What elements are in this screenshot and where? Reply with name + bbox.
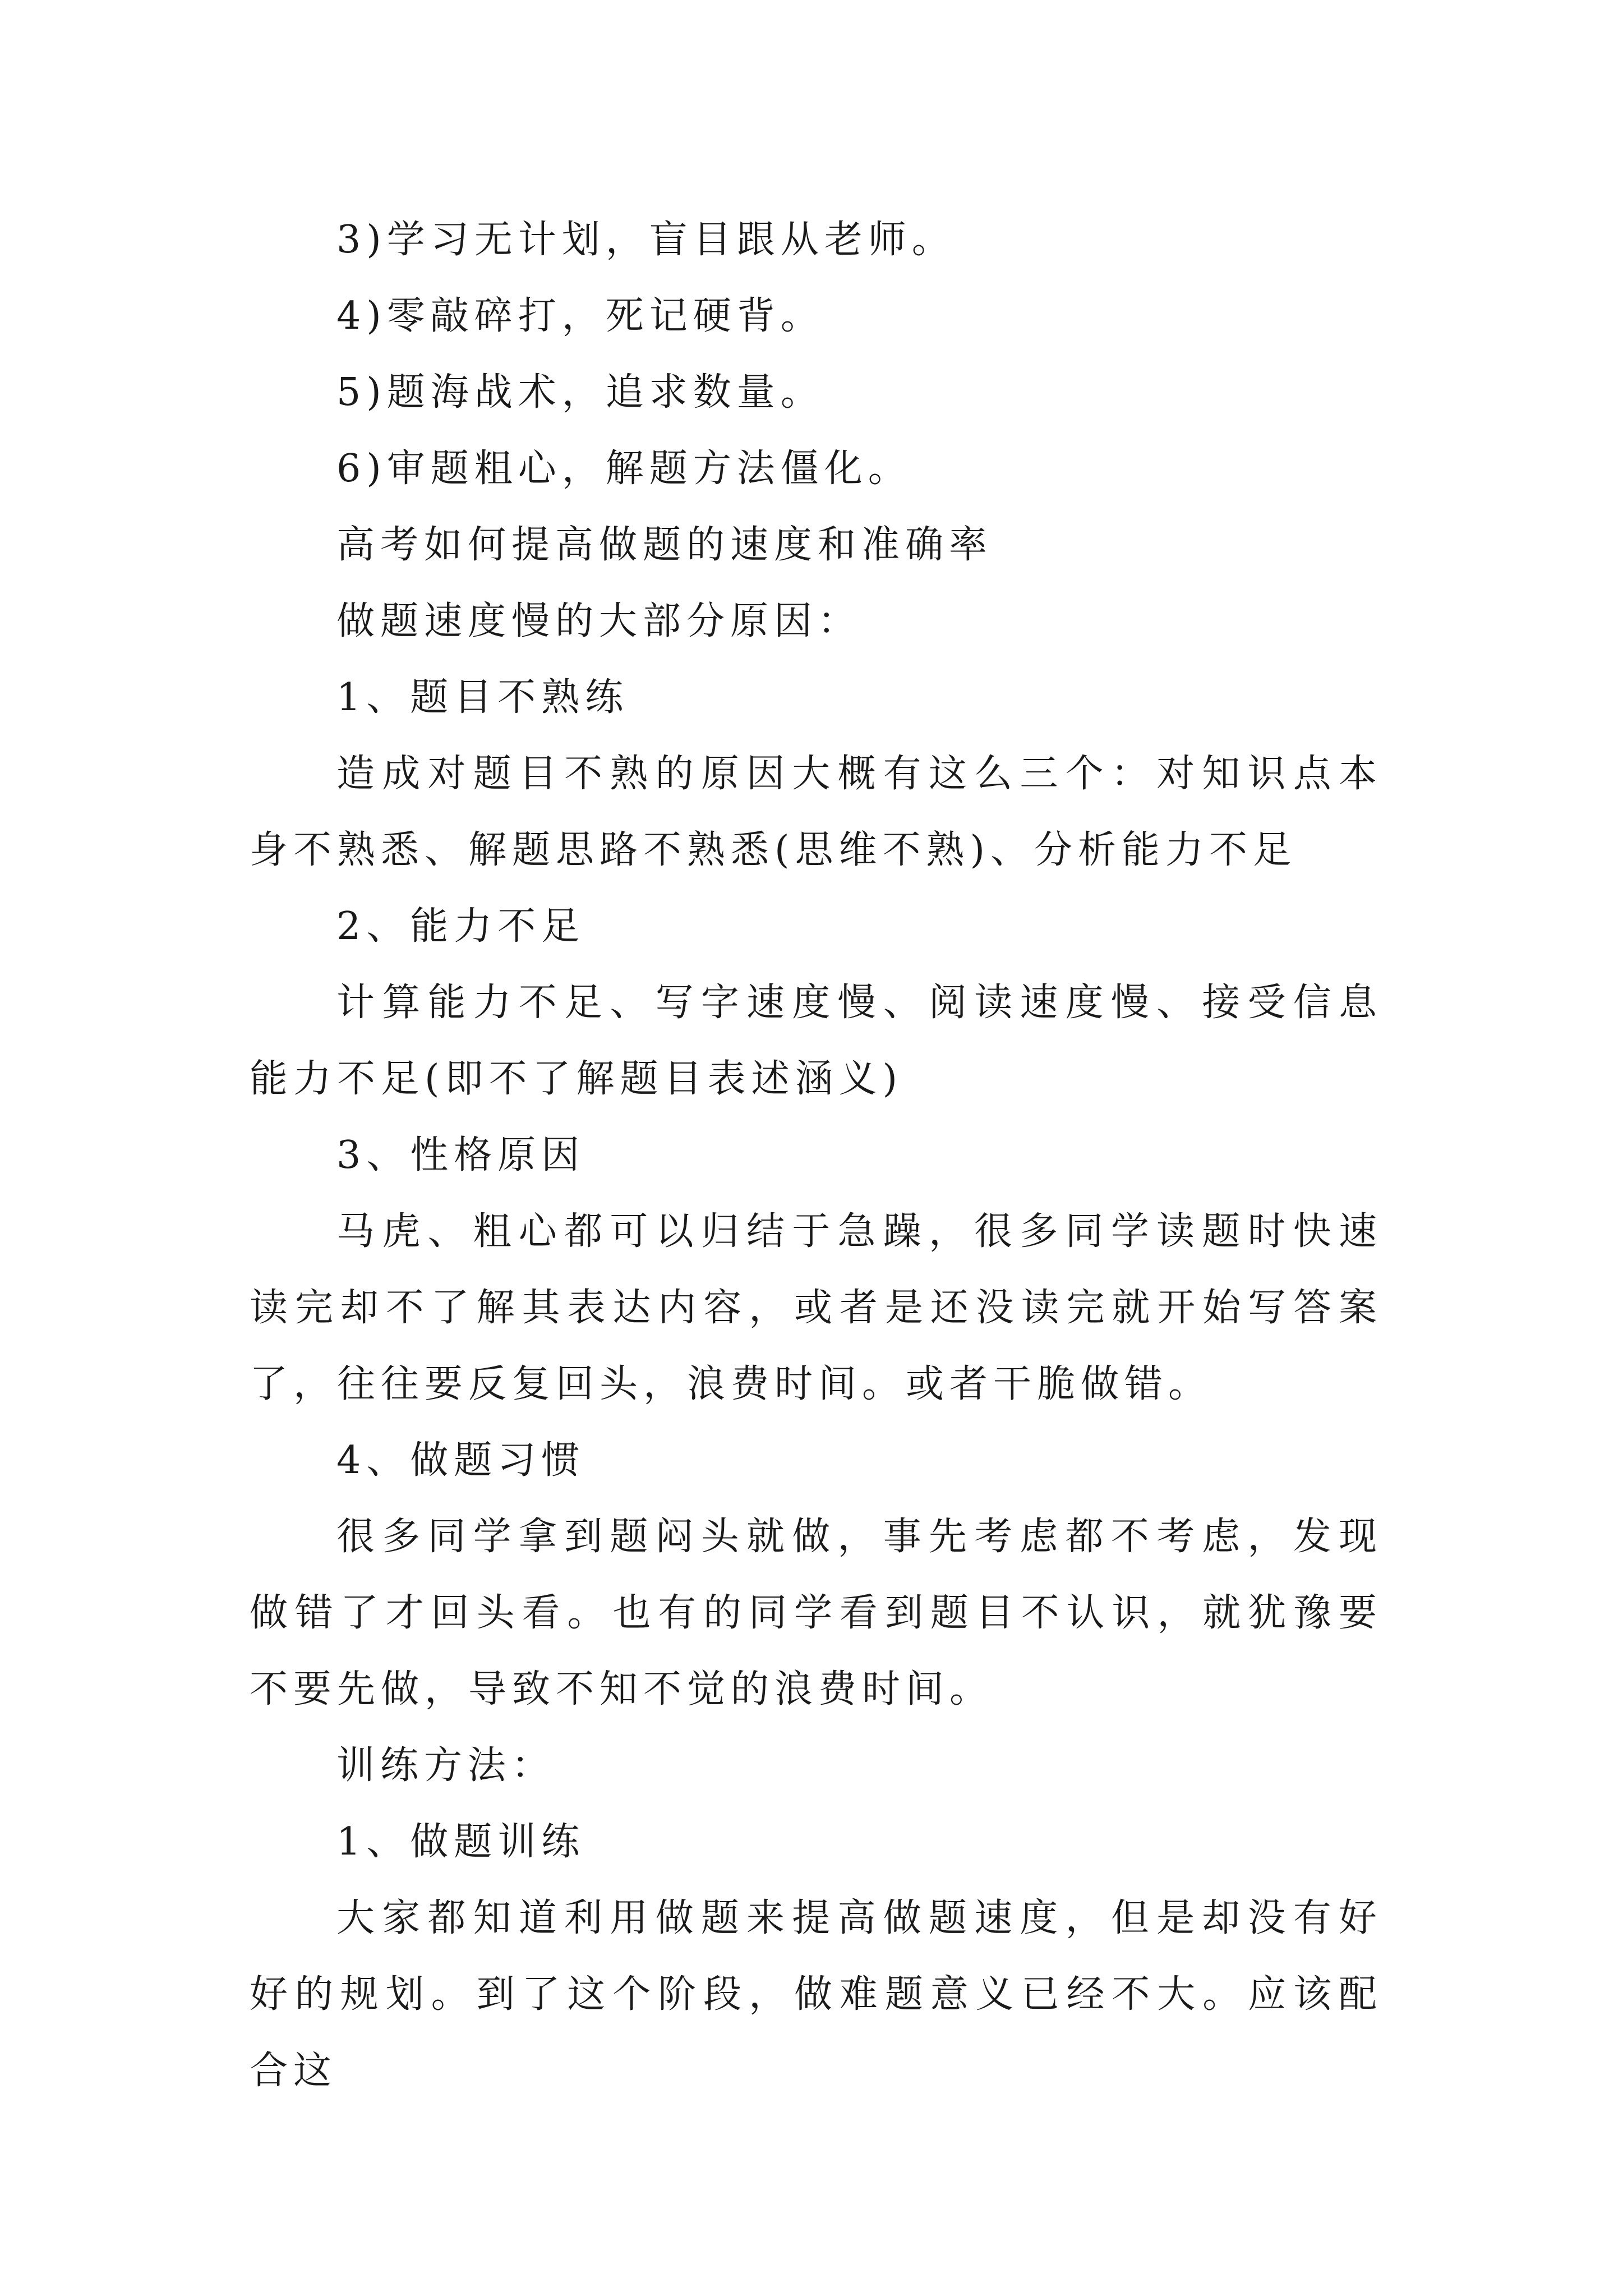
subsection-heading-methods: 训练方法： (336, 1743, 556, 1788)
document-body (250, 202, 1382, 2109)
method-heading-1: 1、做题训练 (336, 1820, 585, 1864)
subsection-heading-causes: 做题速度慢的大部分原因： (336, 599, 862, 643)
cause-heading-4: 4、做题习惯 (336, 1438, 585, 1483)
cause-paragraph-4: 很多同学拿到题闷头就做，事先考虑都不考虑，发现做错了才回头看。也有的同学看到题目不认识，就犹豫要不要先做，导致不知不觉的浪费时间。 (250, 1515, 1382, 1711)
cause-heading-3: 3、性格原因 (336, 1133, 585, 1177)
cause-paragraph-2: 计算能力不足、写字速度慢、阅读速度慢、接受信息能力不足(即不了解题目表述涵义) (250, 981, 1382, 1101)
cause-heading-1: 1、题目不熟练 (336, 675, 629, 720)
method-paragraph-1: 大家都知道利用做题来提高做题速度，但是却没有好好的规划。到了这个阶段，做难题意义已经不大。应该配合这 (250, 1896, 1382, 2093)
paragraph-list-item-3: 3)学习无计划，盲目跟从老师。 (336, 218, 956, 262)
paragraph-list-item-4: 4)零敲碎打，死记硬背。 (336, 294, 824, 338)
paragraph-list-item-6: 6)审题粗心，解题方法僵化。 (336, 447, 912, 491)
section-heading: 高考如何提高做题的速度和准确率 (336, 523, 993, 567)
cause-paragraph-1: 造成对题目不熟的原因大概有这么三个：对知识点本身不熟悉、解题思路不熟悉(思维不熟)、分析能力不足 (250, 752, 1382, 872)
cause-heading-2: 2、能力不足 (336, 904, 585, 949)
cause-paragraph-3: 马虎、粗心都可以归结于急躁，很多同学读题时快速读完却不了解其表达内容，或者是还没读完就开始写答案了，往往要反复回头，浪费时间。或者干脆做错。 (250, 1209, 1382, 1406)
paragraph-list-item-5: 5)题海战术，追求数量。 (336, 370, 824, 415)
